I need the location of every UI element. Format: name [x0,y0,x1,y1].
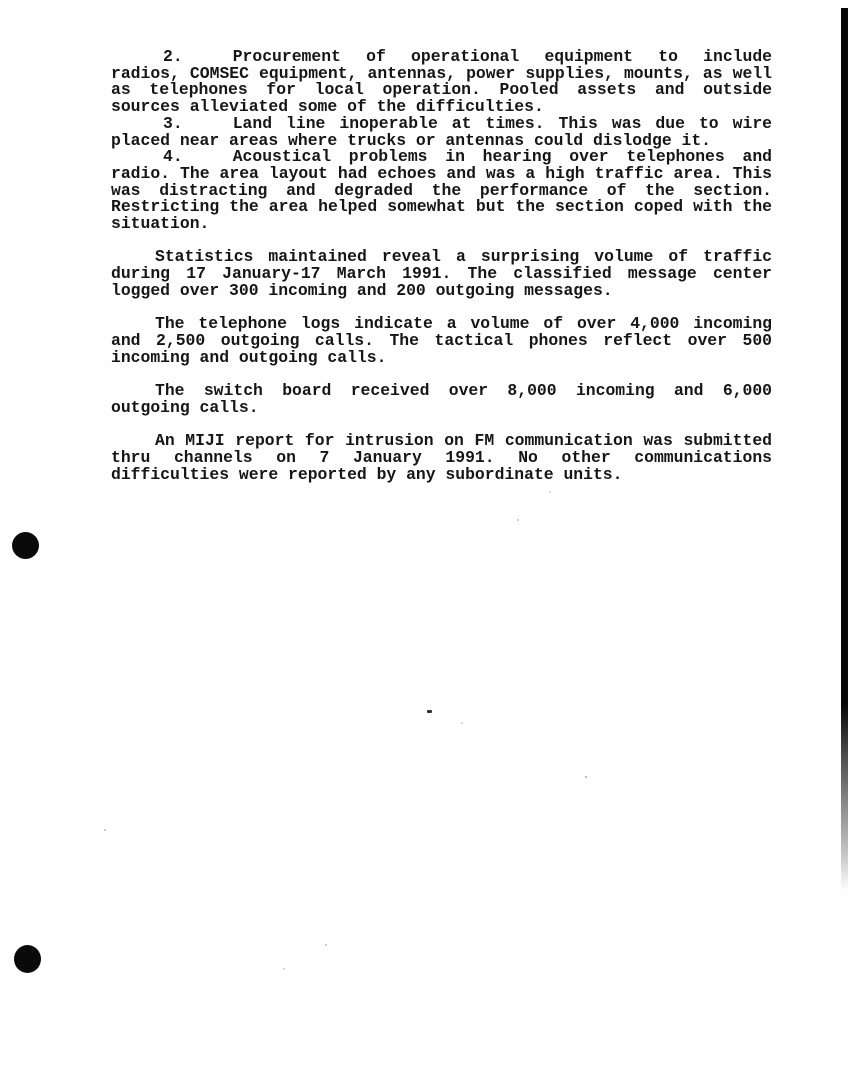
paragraph-switch-board [111,383,772,416]
paragraph-acoustical [111,149,772,233]
paragraph-procurement [111,49,772,116]
paragraph-text: An MIJI report for intrusion on FM communication was submitted thru channels on 7 January 1991. No other communications difficulties were reported by any subordinate units. [111,431,772,484]
paragraph-telephone-logs [111,316,772,366]
paragraph-land-line [111,113,772,150]
paragraph-miji-report [111,433,772,483]
hole-punch-mark-top [12,532,39,559]
scan-speck [549,491,551,493]
scan-speck [427,710,432,713]
paragraph-number: 2. [163,47,183,66]
paragraph-text: The switch board received over 8,000 incoming and 6,000 outgoing calls. [111,381,772,417]
scan-speck [104,829,106,831]
scan-speck [325,944,327,946]
paragraph-statistics [111,249,772,299]
paragraph-text: Land line inoperable at times. This was due to wire placed near areas where trucks or antennas could dislodge it. [111,113,772,150]
paragraph-text: Statistics maintained reveal a surprising volume of traffic during 17 January-17 March 1991. The classified message center logged over 300 incoming and 200 outgoing messages. [111,247,772,300]
paragraph-text: The telephone logs indicate a volume of over 4,000 incoming and 2,500 outgoing calls. The tactical phones reflect over 500 incoming and outgoing calls. [111,314,772,367]
scan-speck [283,968,285,970]
scan-speck [517,519,519,521]
paragraph-text: Procurement of operational equipment to include radios, COMSEC equipment, antennas, power supplies, mounts, as well as telephones for local operation. Pooled assets and outside sources alleviated some of the difficulties. [111,47,772,117]
scan-edge-artifact-bar [841,8,848,890]
scan-speck [585,776,587,778]
scan-speck [461,722,463,724]
paragraph-number: 4. [163,147,183,167]
paragraph-text: Acoustical problems in hearing over telephones and radio. The area layout had echoes and was a high traffic area. This was distracting and degraded the performance of the section. Restricting the area helped somewhat but the section coped with the situation. [111,147,772,234]
hole-punch-mark-bottom [14,945,41,973]
paragraph-number: 3. [163,113,183,133]
document-body [111,49,772,483]
